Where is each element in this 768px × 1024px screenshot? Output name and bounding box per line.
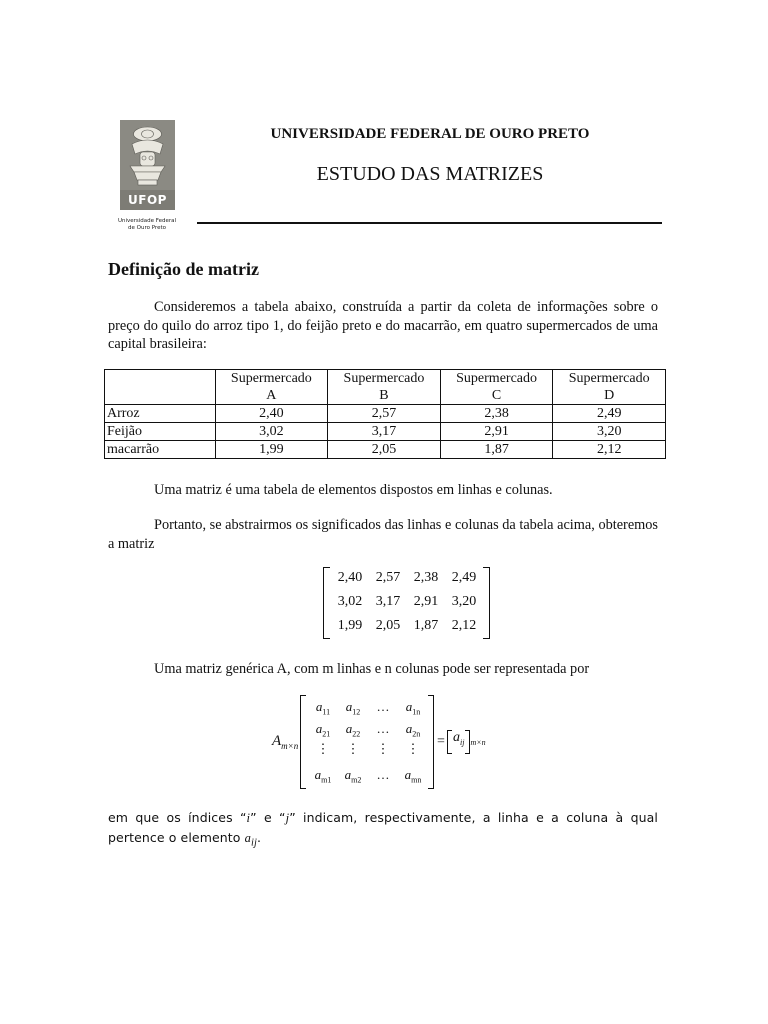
header-line2: D: [604, 388, 615, 403]
right-bracket: [428, 695, 434, 789]
lhs-subscript: m×n: [281, 741, 299, 751]
logo-caption-line1: Universidade Federal: [117, 218, 177, 224]
table-cell: 1,99: [215, 441, 328, 459]
generic-row: [308, 699, 428, 717]
numeric-matrix: [323, 567, 490, 637]
compact-matrix-notation: [447, 730, 486, 747]
matrix-cell: 2,05: [375, 618, 401, 633]
cell-symbol: a: [405, 721, 413, 736]
generic-cell: [338, 699, 368, 717]
cell-symbol: a: [345, 721, 353, 736]
matrix-cell: 3,20: [451, 594, 477, 609]
row-label: Arroz: [105, 405, 216, 423]
table-cell: 2,91: [440, 423, 553, 441]
generic-cell: ⋮: [346, 741, 360, 756]
cell-symbol: a: [344, 767, 352, 782]
element-subscript: ij: [250, 837, 257, 849]
generic-matrix: [300, 695, 434, 787]
compact-right-bracket: [465, 730, 470, 754]
table-header-cell: [553, 370, 666, 405]
right-bracket: [483, 567, 490, 639]
document-title: ESTUDO DAS MATRIZES: [316, 163, 544, 185]
generic-cell: ⋮: [316, 741, 330, 756]
cell-subscript: 1n: [412, 707, 421, 717]
paragraph-intro: [108, 298, 658, 354]
generic-cell: [308, 699, 338, 717]
left-bracket: [300, 695, 306, 789]
generic-row: [308, 767, 428, 785]
indices-text-b: ” e “: [250, 810, 286, 825]
university-name: UNIVERSIDADE FEDERAL DE OURO PRETO: [270, 126, 590, 142]
table-corner-cell: [105, 370, 216, 405]
matrix-cell: 2,91: [413, 594, 439, 609]
header-line1: Supermercado: [230, 371, 312, 386]
paragraph-definition: [108, 481, 658, 500]
ufop-logo: [120, 120, 175, 215]
table-cell: 2,57: [328, 405, 441, 423]
generic-cell: [308, 767, 338, 785]
index-i: i: [246, 811, 251, 825]
cell-subscript: 12: [352, 707, 361, 717]
table-cell: 3,02: [215, 423, 328, 441]
cell-symbol: a: [315, 699, 323, 714]
table-row: [105, 405, 666, 423]
cell-subscript: 11: [322, 707, 331, 717]
logo-emblem: [120, 120, 175, 190]
matrix-cell: 1,99: [337, 618, 363, 633]
generic-cell: [308, 721, 338, 739]
logo-caption: [112, 218, 182, 232]
cell-subscript: 21: [322, 729, 331, 739]
generic-cell: [338, 721, 368, 739]
section-heading: Definição de matriz: [108, 259, 259, 279]
matrix-cell: 1,87: [413, 618, 439, 633]
cell-symbol: a: [405, 699, 413, 714]
indices-text-end: .: [256, 830, 262, 845]
header-line1: Supermercado: [343, 371, 425, 386]
generic-cell: [398, 721, 428, 739]
generic-row: [308, 741, 428, 757]
paragraph-intro-text: Consideremos a tabela abaixo, construída a partir da coleta de informações sobre o preço do quilo do arroz tipo 1, do feijão preto e do macarrão, em quatro supermercados de uma capital brasileira:: [108, 299, 658, 352]
element-symbol: a: [244, 831, 251, 845]
table-cell: 2,49: [553, 405, 666, 423]
matrix-cell: 2,38: [413, 570, 439, 585]
compact-bracket-group: [447, 730, 470, 747]
paragraph-indices: [108, 808, 658, 853]
matrix-row: [331, 618, 483, 634]
compact-outer-subscript: m×n: [470, 737, 486, 747]
paragraph-abstraction-text: Portanto, se abstrairmos os significados das linhas e colunas da tabela acima, obteremos a matriz: [108, 517, 658, 552]
table-row: [105, 423, 666, 441]
table-header-cell: [215, 370, 328, 405]
header-line2: C: [491, 388, 502, 403]
emblem-graphic: [120, 120, 175, 190]
index-j: j: [285, 811, 290, 825]
cell-subscript: m1: [321, 775, 332, 785]
paragraph-generic-text: Uma matriz genérica A, com m linhas e n colunas pode ser representada por: [154, 661, 590, 677]
matrix-cell: 2,40: [337, 570, 363, 585]
left-bracket: [323, 567, 330, 639]
table-cell: 1,87: [440, 441, 553, 459]
matrix-row: [331, 594, 483, 610]
header-line1: Supermercado: [568, 371, 650, 386]
cell-subscript: mn: [411, 775, 422, 785]
table-cell: 2,05: [328, 441, 441, 459]
paragraph-generic: [108, 660, 658, 679]
row-label: Feijão: [105, 423, 216, 441]
equals-sign: =: [437, 734, 445, 749]
generic-cell: …: [376, 721, 390, 736]
matrix-cell: 3,17: [375, 594, 401, 609]
table-row: [105, 441, 666, 459]
indices-text-c: ” indicam, respectivamente, a linha e a coluna à qual pertence o elemento: [108, 810, 658, 845]
row-label: macarrão: [105, 441, 216, 459]
generic-cell: ⋮: [376, 741, 390, 756]
table-header-cell: [328, 370, 441, 405]
table-header-row: [105, 370, 666, 405]
matrix-cell: 2,49: [451, 570, 477, 585]
cell-symbol: a: [314, 767, 322, 782]
paragraph-abstraction: [108, 516, 658, 553]
generic-matrix-lhs: [272, 733, 298, 751]
table-cell: 3,20: [553, 423, 666, 441]
compact-subscript: ij: [460, 737, 465, 747]
matrix-cell: 2,12: [451, 618, 477, 633]
price-table: [104, 369, 666, 459]
cell-subscript: m2: [351, 775, 362, 785]
cell-subscript: 22: [352, 729, 361, 739]
generic-row: [308, 721, 428, 739]
logo-caption-line2: de Ouro Preto: [128, 225, 166, 231]
matrix-cell: 2,57: [375, 570, 401, 585]
table-cell: 2,40: [215, 405, 328, 423]
generic-cell: ⋮: [406, 741, 420, 756]
cell-symbol: a: [315, 721, 323, 736]
lhs-symbol: A: [272, 733, 282, 749]
logo-wordmark: UFOP: [120, 190, 175, 210]
paragraph-definition-text: Uma matriz é uma tabela de elementos dispostos em linhas e colunas.: [154, 482, 553, 498]
header-line2: B: [379, 388, 389, 403]
matrix-cell: 3,02: [337, 594, 363, 609]
header-rule: [197, 222, 662, 224]
generic-cell: …: [376, 767, 390, 782]
indices-text-a: em que os índices “: [108, 810, 247, 825]
generic-cell: …: [376, 699, 390, 714]
compact-symbol: a: [453, 730, 460, 745]
table-cell: 2,38: [440, 405, 553, 423]
matrix-row: [331, 570, 483, 586]
generic-cell: [398, 767, 428, 785]
generic-cell: [398, 699, 428, 717]
generic-cell: [338, 767, 368, 785]
compact-left-bracket: [447, 730, 452, 754]
table-header-cell: [440, 370, 553, 405]
header-line1: Supermercado: [456, 371, 537, 386]
cell-symbol: a: [404, 767, 412, 782]
header-line2: A: [266, 388, 277, 403]
table-cell: 2,12: [553, 441, 666, 459]
table-cell: 3,17: [328, 423, 441, 441]
cell-subscript: 2n: [412, 729, 421, 739]
cell-symbol: a: [345, 699, 353, 714]
